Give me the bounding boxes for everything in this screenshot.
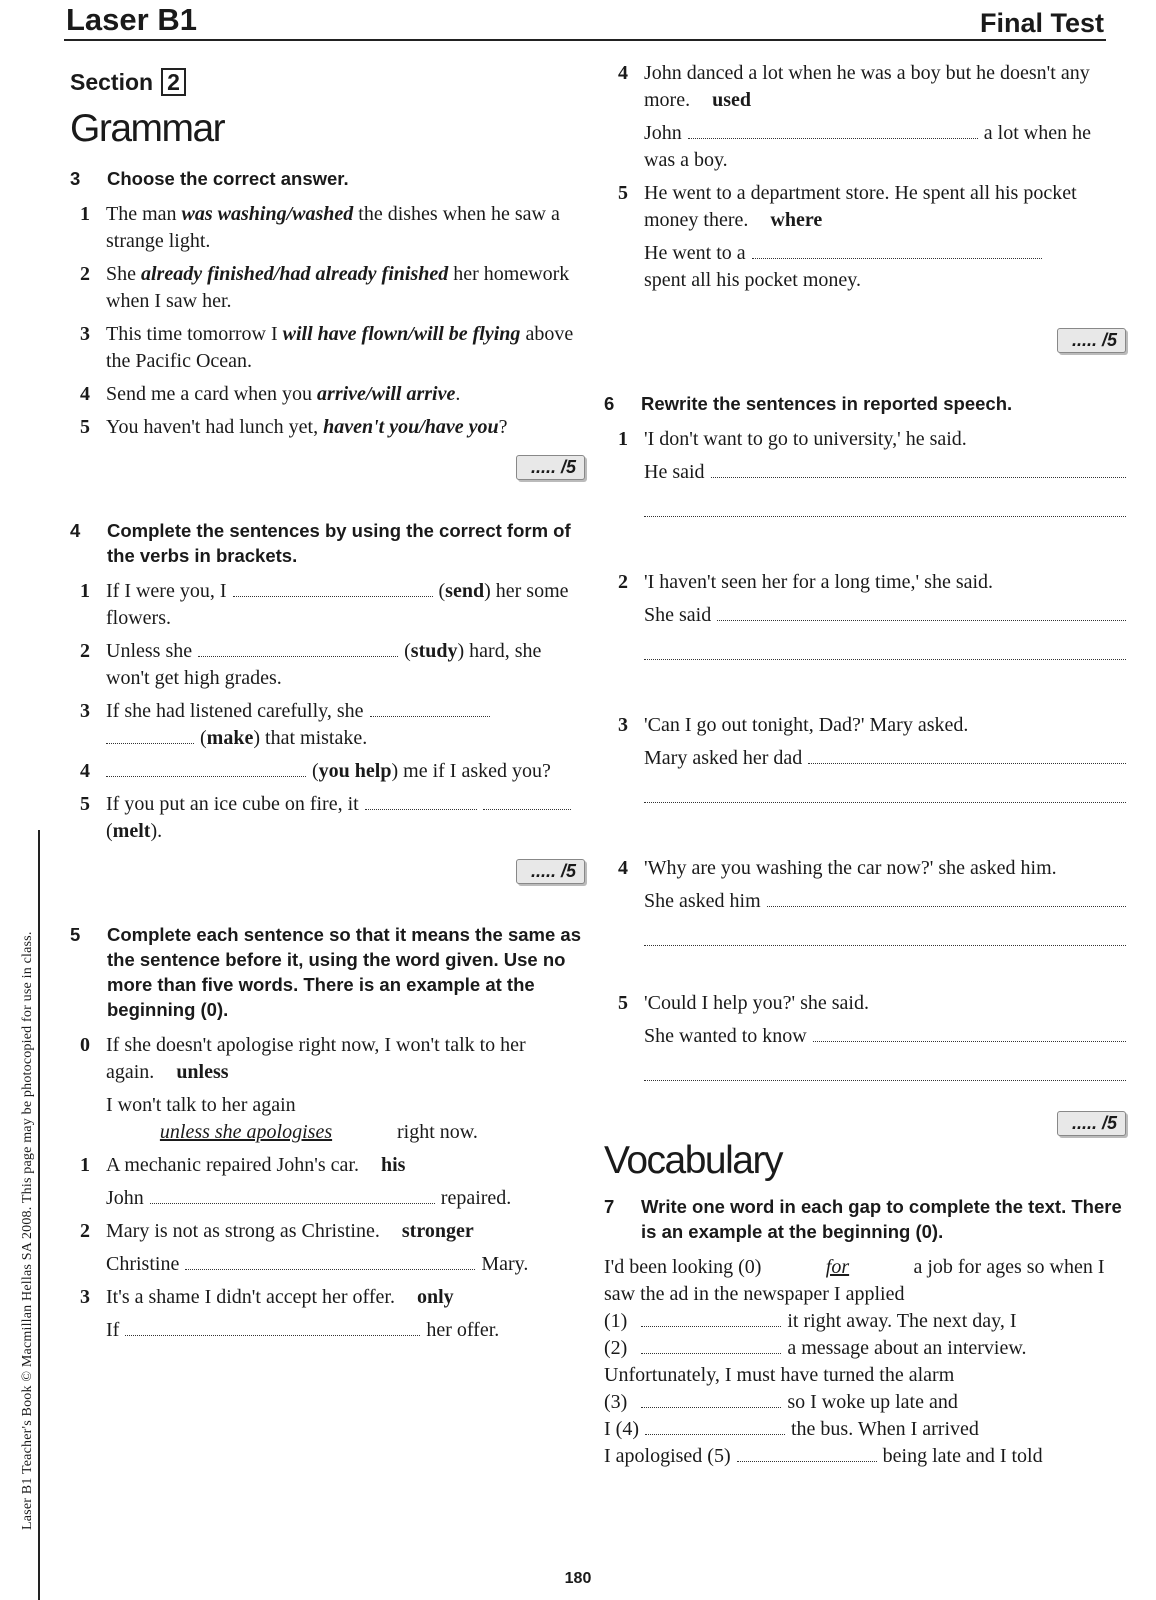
exercise-instruction: Write one word in each gap to complete the text. There is an example at the beginning (0). <box>641 1196 1122 1242</box>
gap-number: (3) <box>604 1391 628 1413</box>
item-text <box>644 60 1126 114</box>
answer-start: If <box>106 1319 120 1341</box>
item-text-a: Unless she <box>106 640 193 662</box>
gap-text: being late and I told <box>882 1445 1043 1467</box>
item-text-c: her some flowers. <box>106 580 569 629</box>
ex5-answer-line <box>644 240 1126 294</box>
answer-blank[interactable] <box>370 698 490 717</box>
item-text-c: her homework when I saw her. <box>106 263 570 312</box>
score-box <box>614 328 1126 353</box>
answer-start: He said <box>644 461 705 483</box>
ex4-item <box>70 698 585 752</box>
item-text <box>106 414 585 441</box>
verb-hint: you help <box>318 760 392 782</box>
item-text-c: ? <box>498 416 508 438</box>
item-number: 2 <box>618 571 628 593</box>
gap-text: it right away. The next day, I <box>787 1310 1017 1332</box>
item-number: 1 <box>80 1154 90 1176</box>
right-column <box>604 60 1126 1470</box>
ex6-answer-line <box>644 459 1126 486</box>
item-text: Unless she (study) hard, she won't get high grades. <box>106 640 542 689</box>
ex5-answer-line <box>106 1092 585 1146</box>
gap-text: I'd been looking (0) <box>604 1256 762 1278</box>
item-text-a: If you put an ice cube on fire, it <box>106 793 359 815</box>
item-text <box>644 180 1126 234</box>
score-box <box>614 1111 1126 1136</box>
ex5-answer-line <box>644 120 1126 174</box>
ex3-item <box>70 321 585 375</box>
item-text-c: above the Pacific Ocean. <box>106 323 574 372</box>
answer-blank[interactable] <box>483 791 571 810</box>
item-text: (you help) me if I asked you? <box>106 758 585 785</box>
answer-blank[interactable] <box>813 1023 1126 1042</box>
item-text: If I were you, I (send) her some flowers. <box>106 580 569 629</box>
answer-line[interactable] <box>644 778 1126 803</box>
answer-start: John <box>644 122 682 144</box>
key-word: unless <box>176 1061 229 1083</box>
item-text: 'I haven't seen her for a long time,' she said. <box>644 571 994 593</box>
choice-options[interactable]: was washing/washed <box>181 203 354 225</box>
answer-start: I won't talk to her again <box>106 1094 296 1116</box>
score-box <box>70 455 585 480</box>
exercise-instruction: Rewrite the sentences in reported speech. <box>641 393 1013 414</box>
item-text <box>106 321 585 375</box>
gap-fill-text <box>604 1254 1126 1470</box>
copyright-note: Laser B1 Teacher's Book © Macmillan Hellas SA 2008. This page may be photocopied for use in class. <box>20 931 35 1530</box>
item-number: 4 <box>618 857 628 879</box>
item-text <box>106 1032 585 1086</box>
item-text: If she had listened carefully, she(make) that mistake. <box>106 698 585 752</box>
item-text: 'I don't want to go to university,' he said. <box>644 428 967 450</box>
item-number: 1 <box>80 580 90 602</box>
item-number: 2 <box>80 640 90 662</box>
answer-blank[interactable] <box>641 1389 781 1408</box>
item-sentence: John danced a lot when he was a boy but he doesn't any more. <box>644 62 1090 111</box>
answer-start: Mary asked her dad <box>644 747 803 769</box>
answer-blank[interactable] <box>365 791 477 810</box>
item-number: 3 <box>618 714 628 736</box>
key-word: used <box>712 89 751 111</box>
item-text-a: Send me a card when you <box>106 383 318 405</box>
answer-end: her offer. <box>426 1319 500 1341</box>
answer-blank[interactable] <box>808 745 1126 764</box>
item-sentence: A mechanic repaired John's car. <box>106 1154 359 1176</box>
exercise-number: 5 <box>70 924 81 945</box>
gap-number: (1) <box>604 1310 628 1332</box>
ex5-answer-line <box>106 1251 585 1278</box>
item-text-c: the dishes when he saw a strange light. <box>106 203 560 252</box>
item-text <box>106 201 585 255</box>
verb-hint: make <box>206 727 254 749</box>
answer-start: Christine <box>106 1253 180 1275</box>
item-number: 3 <box>80 700 90 722</box>
answer-blank[interactable] <box>106 758 306 777</box>
section-number: 2 <box>161 68 186 96</box>
item-number: 4 <box>80 383 90 405</box>
item-number: 5 <box>618 992 628 1014</box>
example-answer: for <box>825 1256 850 1278</box>
exercise-7-heading <box>604 1194 1126 1244</box>
score-label: ..... /5 <box>516 859 585 884</box>
exercise-3-heading <box>70 166 585 191</box>
item-text-c: . <box>157 820 163 842</box>
item-text: 'Why are you washing the car now?' she asked him. <box>644 857 1057 879</box>
item-sentence: If she doesn't apologise right now, I won't talk to her again. <box>106 1034 526 1083</box>
gap-text: a job for ages so when I saw the ad in the newspaper I applied <box>604 1256 1105 1305</box>
answer-blank[interactable] <box>737 1443 877 1462</box>
ex3-item <box>70 201 585 255</box>
answer-start: She wanted to know <box>644 1025 807 1047</box>
item-text-a: She <box>106 263 141 285</box>
verb-hint: melt <box>112 820 151 842</box>
gap-text: I (4) <box>604 1418 639 1440</box>
section-label-text: Section <box>70 69 154 95</box>
exercise-6-heading <box>604 391 1126 416</box>
answer-blank[interactable] <box>198 638 398 657</box>
ex6-item <box>614 712 1126 739</box>
ex6-answer-line <box>644 745 1126 772</box>
item-text-c: . <box>455 383 461 405</box>
item-text-a: If I were you, I <box>106 580 227 602</box>
exercise-number: 3 <box>70 168 81 189</box>
item-number: 2 <box>80 1220 90 1242</box>
ex4-item <box>70 758 585 785</box>
exercise-instruction: Choose the correct answer. <box>107 168 349 189</box>
item-number: 5 <box>80 416 90 438</box>
ex5-answer-line <box>106 1185 585 1212</box>
book-title: Laser B1 <box>66 2 197 37</box>
ex5-item <box>70 1218 585 1245</box>
item-number: 0 <box>80 1034 90 1056</box>
item-text-a: This time tomorrow I <box>106 323 283 345</box>
ex3-item <box>70 381 585 408</box>
score-label: ..... /5 <box>1057 328 1126 353</box>
answer-start: He went to a <box>644 242 746 264</box>
item-text <box>106 261 585 315</box>
ex4-item <box>70 638 585 692</box>
ex3-item <box>70 261 585 315</box>
item-sentence: He went to a department store. He spent all his pocket money there. <box>644 182 1077 231</box>
ex6-answer-line <box>644 1023 1126 1050</box>
answer-blank[interactable] <box>717 602 1126 621</box>
answer-blank[interactable] <box>125 1317 420 1336</box>
answer-blank[interactable] <box>106 725 194 744</box>
gap-text: I apologised (5) <box>604 1445 731 1467</box>
ex6-item <box>614 426 1126 453</box>
exercise-5-heading <box>70 922 585 1022</box>
answer-blank[interactable] <box>185 1251 475 1270</box>
answer-blank[interactable] <box>752 240 1042 259</box>
test-title: Final Test <box>979 8 1104 38</box>
score-label: ..... /5 <box>516 455 585 480</box>
example-answer: unless she apologises <box>159 1121 333 1143</box>
ex6-answer-line <box>644 602 1126 629</box>
ex6-answer-line <box>644 888 1126 915</box>
ex5-item <box>614 180 1126 234</box>
vocabulary-heading: Vocabulary <box>604 1139 782 1182</box>
grammar-heading: Grammar <box>70 107 225 150</box>
answer-blank[interactable] <box>767 888 1126 907</box>
item-text: 'Can I go out tonight, Dad?' Mary asked. <box>644 714 969 736</box>
verb-hint: study <box>410 640 458 662</box>
gap-text: so I woke up late and <box>787 1391 958 1413</box>
exercise-instruction: Complete the sentences by using the correct form of the verbs in brackets. <box>107 520 571 566</box>
answer-end: repaired. <box>440 1187 512 1209</box>
ex4-item <box>70 791 585 845</box>
item-text-c: hard, she won't get high grades. <box>106 640 542 689</box>
ex3-item <box>70 414 585 441</box>
item-text <box>106 381 585 408</box>
item-number: 1 <box>80 203 90 225</box>
item-text-a: The man <box>106 203 182 225</box>
gap-number: (2) <box>604 1337 628 1359</box>
item-number: 2 <box>80 263 90 285</box>
answer-line[interactable] <box>644 635 1126 660</box>
item-text <box>106 1152 585 1179</box>
answer-blank[interactable] <box>641 1335 781 1354</box>
answer-blank[interactable] <box>233 578 433 597</box>
ex6-item <box>614 855 1126 882</box>
ex5-item <box>70 1032 585 1086</box>
key-word: stronger <box>401 1220 474 1242</box>
section-label <box>70 68 585 96</box>
answer-end: spent all his pocket money. <box>644 269 861 291</box>
verb-hint: send <box>445 580 485 602</box>
exercise-number: 4 <box>70 520 81 541</box>
gap-text: the bus. When I arrived <box>790 1418 979 1440</box>
ex4-item <box>70 578 585 632</box>
ex5-answer-line <box>106 1317 585 1344</box>
exercise-4-heading <box>70 518 585 568</box>
answer-end: Mary. <box>481 1253 529 1275</box>
ex6-item <box>614 990 1126 1017</box>
left-column <box>70 60 585 1350</box>
answer-blank[interactable] <box>641 1308 781 1327</box>
key-word: his <box>380 1154 406 1176</box>
item-text-a: If she had listened carefully, she <box>106 700 364 722</box>
exercise-instruction: Complete each sentence so that it means the same as the sentence before it, using the word given. Use no more than five words. There is an example at the beginning (0). <box>107 924 581 1020</box>
answer-start: John <box>106 1187 144 1209</box>
item-text-c: me if I asked you? <box>403 760 551 782</box>
header-rule <box>64 39 1106 41</box>
item-number: 4 <box>80 760 90 782</box>
item-number: 5 <box>618 182 628 204</box>
item-number: 4 <box>618 62 628 84</box>
answer-end: right now. <box>397 1121 478 1143</box>
score-label: ..... /5 <box>1057 1111 1126 1136</box>
item-sentence: Mary is not as strong as Christine. <box>106 1220 380 1242</box>
item-number: 1 <box>618 428 628 450</box>
answer-blank[interactable] <box>645 1416 785 1435</box>
item-number: 5 <box>80 793 90 815</box>
key-word: where <box>770 209 823 231</box>
item-sentence: It's a shame I didn't accept her offer. <box>106 1286 395 1308</box>
ex6-item <box>614 569 1126 596</box>
answer-end: a lot when he was a boy. <box>644 122 1091 171</box>
margin-rule <box>38 830 40 1600</box>
answer-line[interactable] <box>644 921 1126 946</box>
page-number: 180 <box>564 1570 592 1587</box>
item-text: 'Could I help you?' she said. <box>644 992 869 1014</box>
answer-start: She said <box>644 604 712 626</box>
choice-options[interactable]: haven't you/have you <box>323 416 499 438</box>
item-text-a: You haven't had lunch yet, <box>106 416 324 438</box>
choice-options[interactable]: will have flown/will be flying <box>282 323 521 345</box>
exercise-number: 6 <box>604 393 615 414</box>
choice-options[interactable]: arrive/will arrive <box>317 383 456 405</box>
item-number: 3 <box>80 1286 90 1308</box>
answer-line[interactable] <box>644 492 1126 517</box>
item-text <box>106 1284 585 1311</box>
key-word: only <box>416 1286 454 1308</box>
item-text <box>106 1218 585 1245</box>
choice-options[interactable]: already finished/had already finished <box>141 263 449 285</box>
answer-blank[interactable] <box>150 1185 435 1204</box>
answer-blank[interactable] <box>711 459 1126 478</box>
answer-blank[interactable] <box>688 120 978 139</box>
score-box <box>70 859 585 884</box>
answer-start: She asked him <box>644 890 761 912</box>
ex5-item <box>70 1152 585 1179</box>
gap-text: a message about an interview. Unfortunately, I must have turned the alarm <box>604 1337 1027 1386</box>
answer-line[interactable] <box>644 1056 1126 1081</box>
item-number: 3 <box>80 323 90 345</box>
item-text-c: that mistake. <box>265 727 368 749</box>
exercise-number: 7 <box>604 1196 615 1217</box>
ex5-item <box>614 60 1126 114</box>
item-text: If you put an ice cube on fire, it(melt). <box>106 791 585 845</box>
ex5-item <box>70 1284 585 1311</box>
